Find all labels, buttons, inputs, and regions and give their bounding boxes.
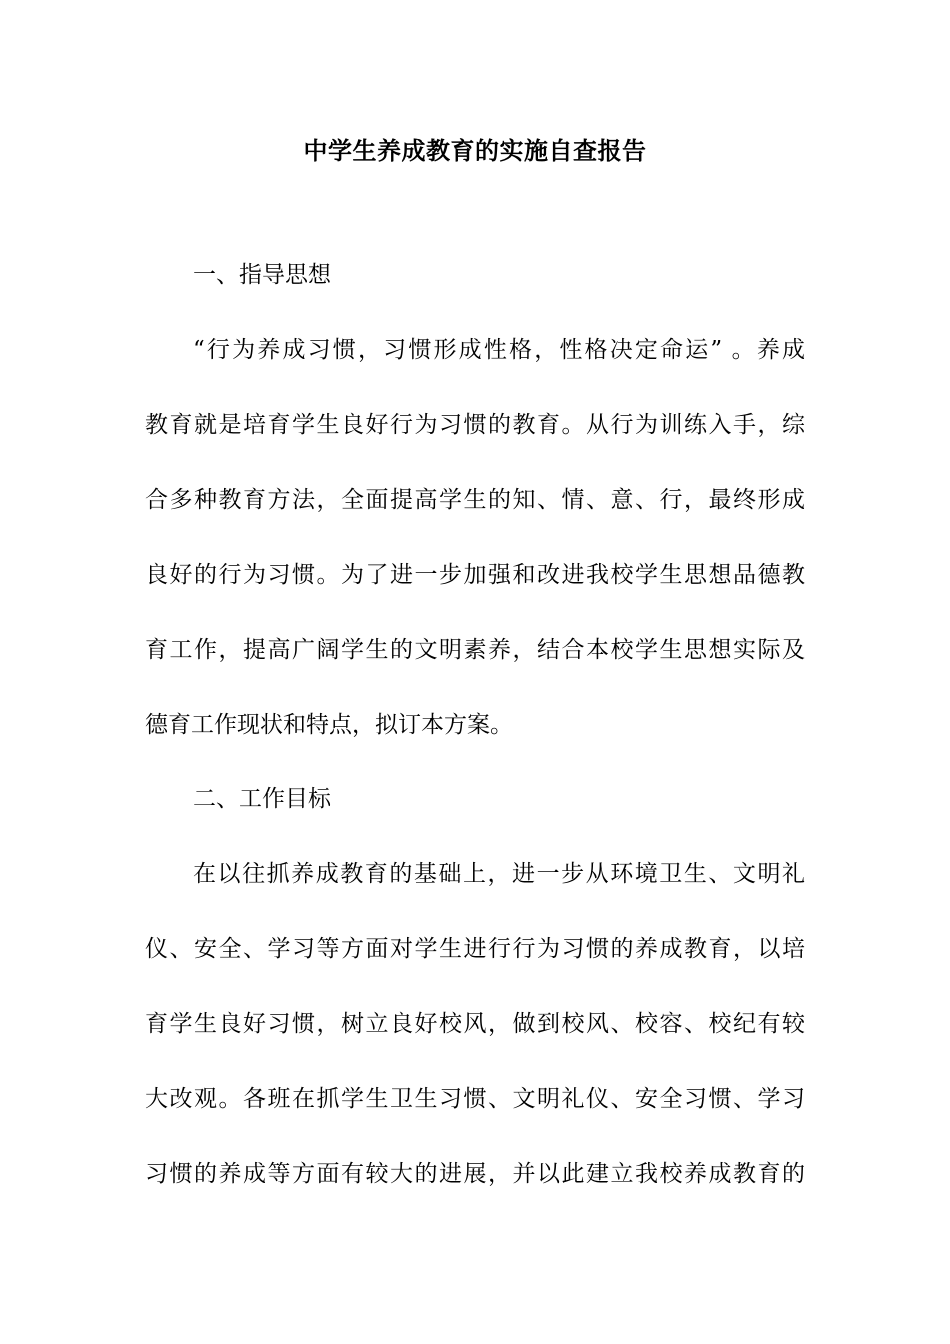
section-heading-work-goals: 二、工作目标 (193, 786, 331, 812)
paragraph-line: 教育就是培育学生良好行为习惯的教育。从行为训练入手，综 (145, 412, 805, 438)
paragraph-line: “行为养成习惯，习惯形成性格，性格决定命运” 。养成 (193, 337, 805, 363)
section-heading-guiding-ideology: 一、指导思想 (193, 262, 331, 288)
paragraph-line: 育学生良好习惯，树立良好校风，做到校风、校容、校纪有较 (145, 1011, 805, 1037)
paragraph-line: 习惯的养成等方面有较大的进展，并以此建立我校养成教育的 (145, 1161, 805, 1187)
paragraph-line: 在以往抓养成教育的基础上，进一步从环境卫生、文明礼 (193, 861, 805, 887)
paragraph-line: 育工作，提高广阔学生的文明素养，结合本校学生思想实际及 (145, 637, 805, 663)
paragraph-line: 仪、安全、学习等方面对学生进行行为习惯的养成教育，以培 (145, 936, 805, 962)
paragraph-line: 大改观。各班在抓学生卫生习惯、文明礼仪、安全习惯、学习 (145, 1086, 805, 1112)
paragraph-line: 合多种教育方法，全面提高学生的知、情、意、行，最终形成 (145, 487, 805, 513)
paragraph-line: 良好的行为习惯。为了进一步加强和改进我校学生思想品德教 (145, 562, 805, 588)
document-title: 中学生养成教育的实施自查报告 (303, 136, 647, 165)
paragraph-line: 德育工作现状和特点，拟订本方案。 (145, 712, 513, 738)
